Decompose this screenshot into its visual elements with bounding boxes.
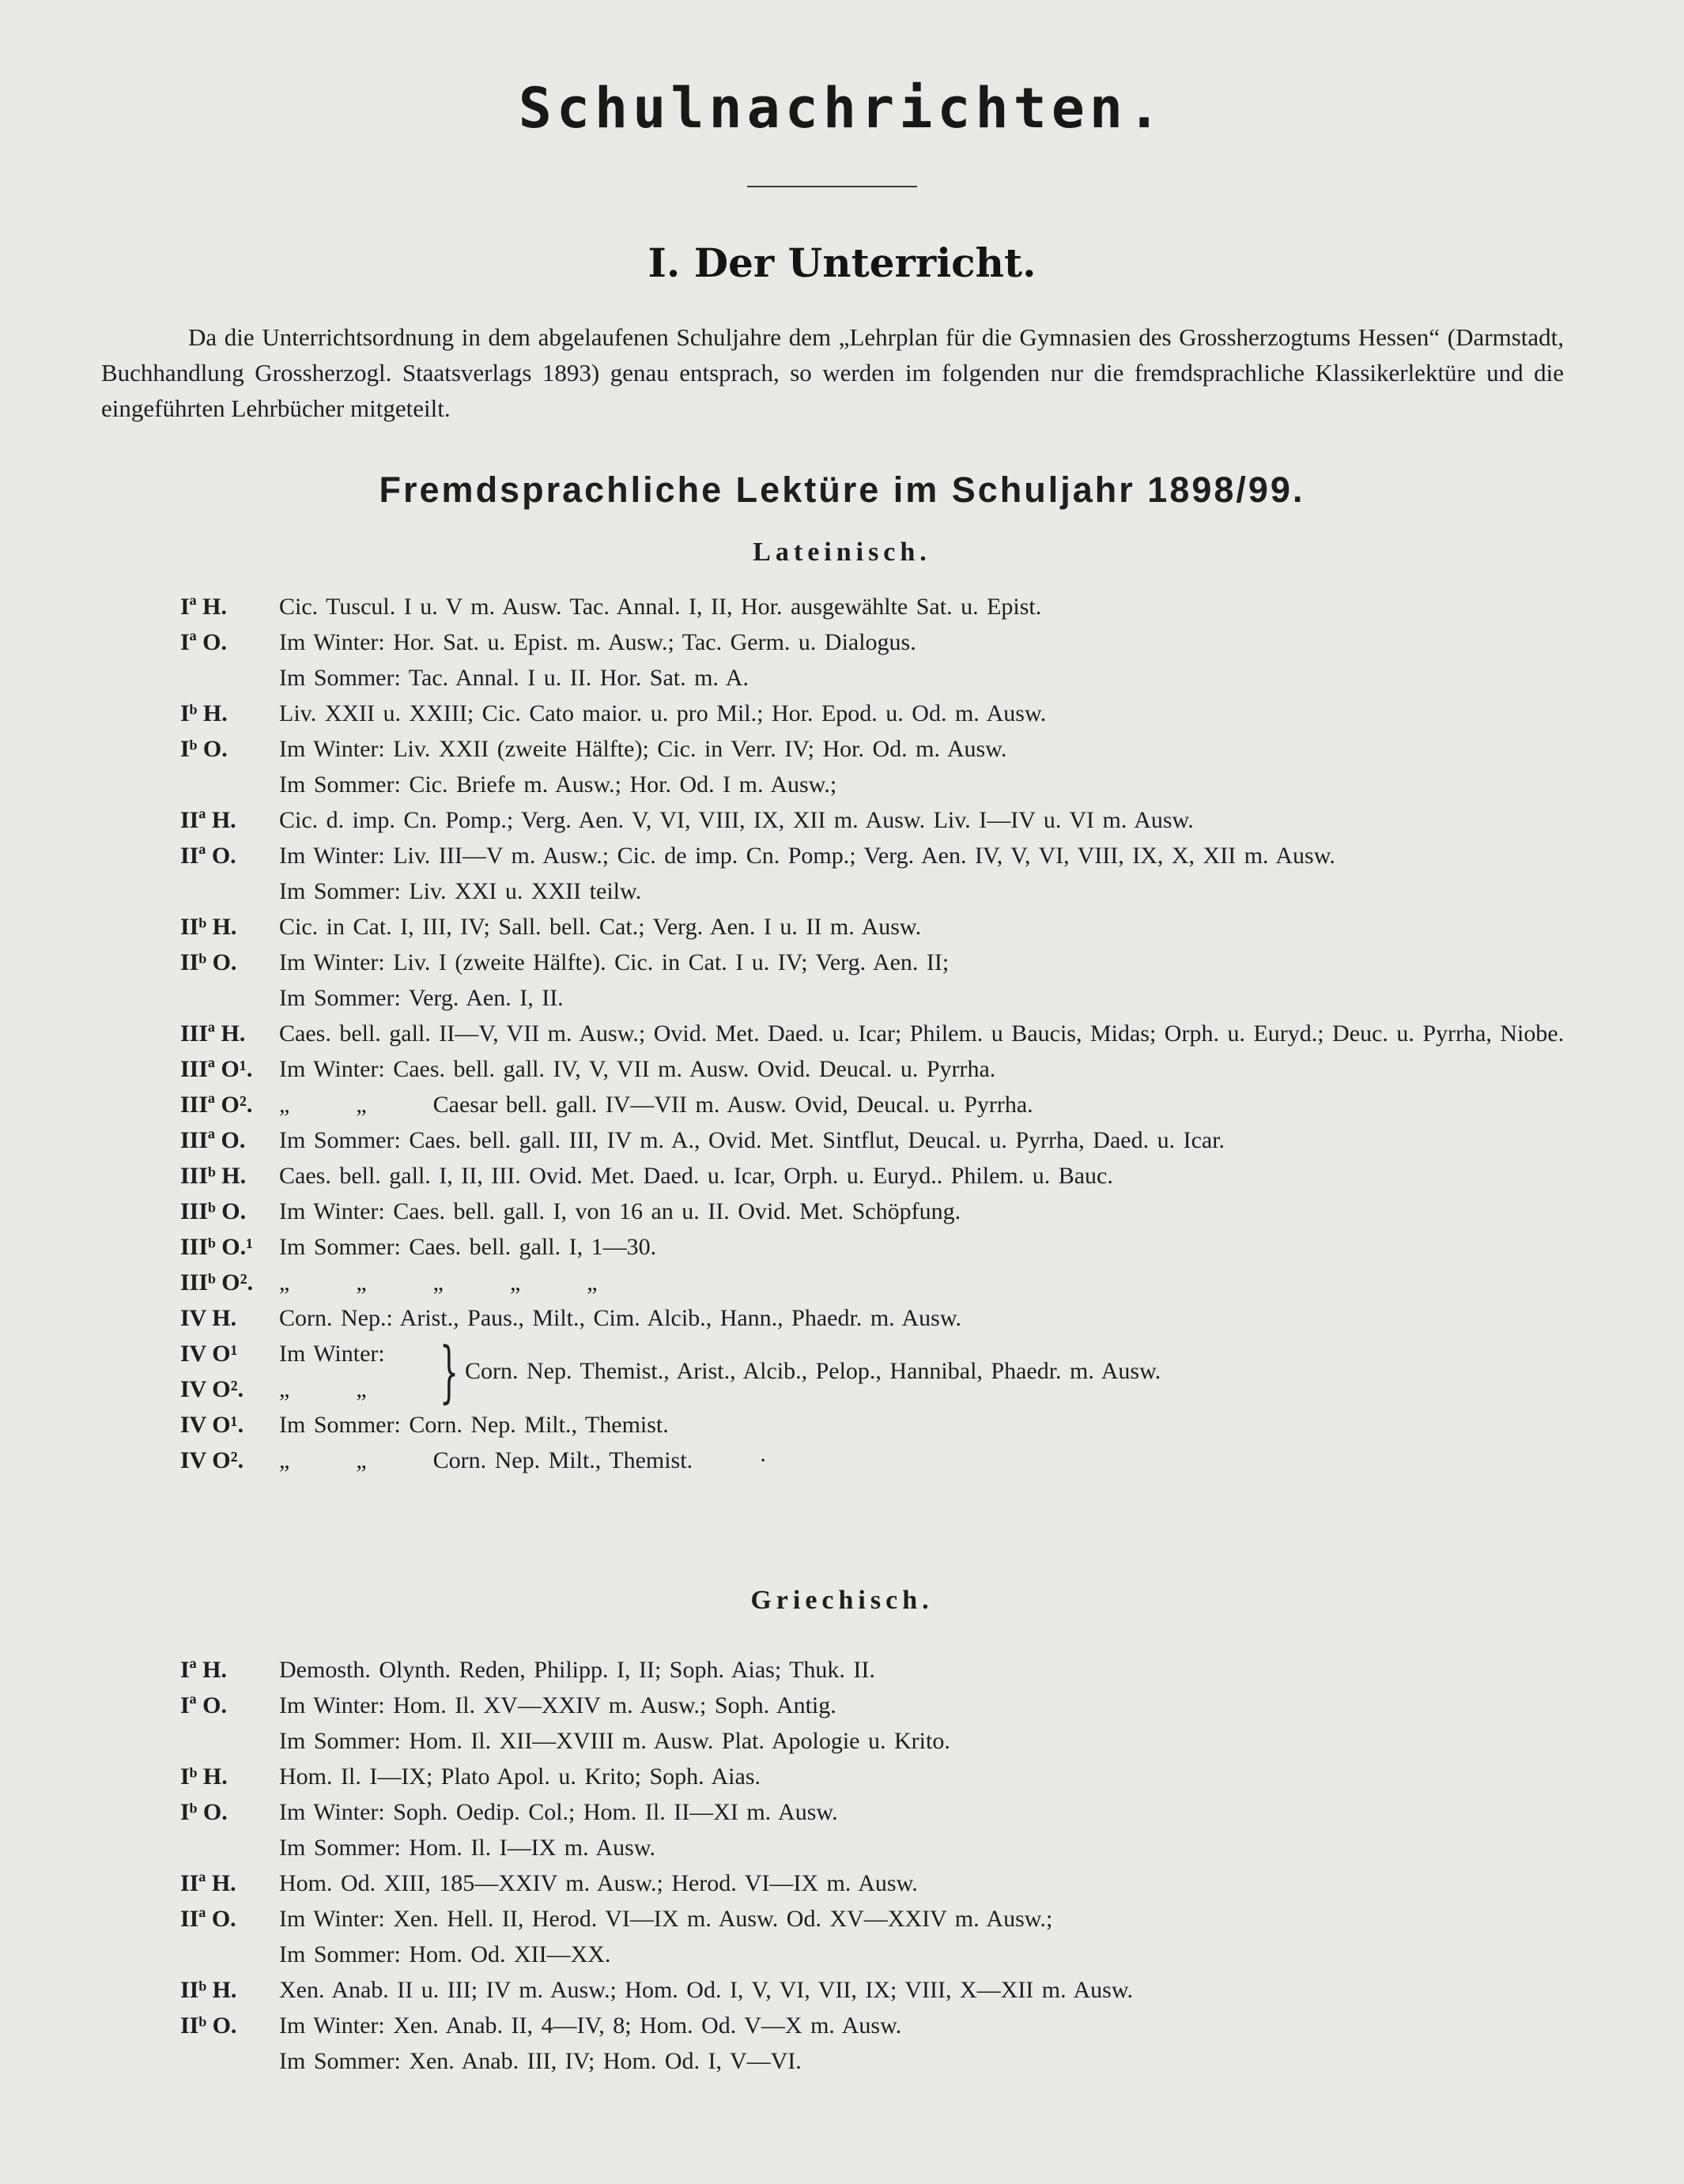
- reading-text: Im Sommer: Hom. Il. XII—XVIII m. Ausw. Plat. Apologie u. Krito.: [279, 1728, 950, 1754]
- list-item: [180, 731, 1572, 802]
- list-item: [180, 1122, 1572, 1158]
- reading-text: Im Winter: Liv. III—V m. Ausw.; Cic. de imp. Cn. Pomp.; Verg. Aen. IV, V, VI, VIII, IX, X, XII m. Ausw.: [279, 843, 1335, 869]
- reading-text: Liv. XXII u. XXIII; Cic. Cato maior. u. pro Mil.; Hor. Epod. u. Od. m. Ausw.: [279, 700, 1047, 726]
- reading-text: Im Sommer: Liv. XXI u. XXII teilw.: [279, 878, 642, 904]
- class-label: IIᵇ O.: [180, 2012, 237, 2039]
- class-label: IIᵇ H.: [180, 1977, 237, 2003]
- list-item: [180, 1407, 1572, 1443]
- class-label: IV O¹: [180, 1341, 238, 1367]
- list-item: [180, 945, 1572, 1016]
- greek-list: [180, 1652, 1572, 2079]
- reading-list-heading: Fremdsprachliche Lektüre im Schuljahr 1898/99.: [379, 470, 1305, 510]
- reading-text: Im Sommer: Caes. bell. gall. I, 1—30.: [279, 1234, 657, 1260]
- reading-text: Im Sommer: Hom. Il. I—IX m. Ausw.: [279, 1835, 656, 1861]
- latin-list: [180, 589, 1572, 1478]
- class-label: IIIª O².: [180, 1092, 253, 1118]
- list-item: [180, 838, 1572, 909]
- reading-text: Corn. Nep.: Arist., Paus., Milt., Cim. Alcib., Hann., Phaedr. m. Ausw.: [279, 1305, 962, 1331]
- class-label: IIIª O¹.: [180, 1056, 253, 1082]
- class-label: IIIª H.: [180, 1020, 246, 1047]
- list-item: [180, 1759, 1572, 1794]
- list-item: [180, 696, 1572, 731]
- reading-text: Im Winter: Hom. Il. XV—XXIV m. Ausw.; Soph. Antig.: [279, 1692, 836, 1718]
- class-label: IIIᵇ O.: [180, 1198, 247, 1224]
- reading-text: Im Sommer: Hom. Od. XII—XX.: [279, 1941, 611, 1967]
- list-item: [180, 1016, 1572, 1051]
- list-item: [180, 1194, 1572, 1229]
- reading-text: Im Sommer: Corn. Nep. Milt., Themist.: [279, 1412, 669, 1438]
- class-label: IIIᵇ O².: [180, 1269, 254, 1296]
- list-item: [180, 1972, 1572, 2008]
- reading-text: Im Sommer: Verg. Aen. I, II.: [279, 985, 564, 1011]
- reading-text: Im Winter: Liv. XXII (zweite Hälfte); Cic. in Verr. IV; Hor. Od. m. Ausw.: [279, 736, 1007, 762]
- class-label: IV O².: [180, 1447, 244, 1473]
- intro-paragraph: Da die Unterrichtsordnung in dem abgelaufenen Schuljahre dem „Lehrplan für die Gymnasien des Grossherzogtums Hessen“ (Darmstadt, Buchhandlung Grossherzogl. Staatsverlags 1893) genau entsprach, so werden im folgenden nur die fremdsprachliche Klassikerlektüre und die eingeführten Lehrbücher mitgeteilt.: [101, 323, 1564, 422]
- reading-text: „ „ „ „ „: [279, 1269, 598, 1296]
- reading-text: Im Winter: Soph. Oedip. Col.; Hom. Il. II—XI m. Ausw.: [279, 1799, 838, 1825]
- list-item: [180, 2008, 1572, 2079]
- reading-text: Xen. Anab. II u. III; IV m. Ausw.; Hom. Od. I, V, VI, VII, IX; VIII, X—XII m. Ausw.: [279, 1977, 1134, 2003]
- list-item: [180, 1229, 1572, 1265]
- reading-text: Im Winter: Caes. bell. gall. IV, V, VII m. Ausw. Ovid. Deucal. u. Pyrrha.: [279, 1056, 996, 1082]
- class-label: IIIᵇ O.¹: [180, 1234, 254, 1260]
- list-item: [180, 1051, 1572, 1087]
- list-item: [180, 1901, 1572, 1972]
- reading-text: Im Winter: Liv. I (zweite Hälfte). Cic. in Cat. I u. IV; Verg. Aen. II;: [279, 949, 950, 975]
- list-item: [180, 1443, 1572, 1478]
- reading-text: Caes. bell. gall. II—V, VII m. Ausw.; Ovid. Met. Daed. u. Icar; Philem. u Baucis, Midas; Orph. u. Euryd.; Deuc. u. Pyrrha, Niobe.: [279, 1020, 1565, 1047]
- reading-text: Im Sommer: Xen. Anab. III, IV; Hom. Od. I, V—VI.: [279, 2048, 802, 2074]
- reading-text: Hom. Il. I—IX; Plato Apol. u. Krito; Soph. Aias.: [279, 1763, 761, 1790]
- class-label: IIª O.: [180, 843, 236, 869]
- reading-text: Im Winter: Hor. Sat. u. Epist. m. Ausw.; Tac. Germ. u. Dialogus.: [279, 629, 916, 655]
- class-label: IIª H.: [180, 807, 236, 833]
- reading-text: Im Winter: Caes. bell. gall. I, von 16 an u. II. Ovid. Met. Schöpfung.: [279, 1198, 961, 1224]
- list-item: [180, 1794, 1572, 1865]
- class-label: IIᵇ H.: [180, 914, 237, 940]
- class-label: IIª O.: [180, 1906, 236, 1932]
- class-label: Iª H.: [180, 594, 228, 620]
- page-title: Schulnachrichten.: [518, 76, 1166, 141]
- reading-text: Im Winter:: [279, 1341, 385, 1367]
- class-label: Iª H.: [180, 1657, 228, 1683]
- list-item: [180, 802, 1572, 838]
- brace-icon: }: [440, 1333, 459, 1410]
- reading-text: Im Winter: Xen. Anab. II, 4—IV, 8; Hom. Od. V—X m. Ausw.: [279, 2012, 902, 2039]
- list-item: [180, 1158, 1572, 1194]
- class-label: IIIª O.: [180, 1127, 246, 1153]
- reading-text: „ „ Caesar bell. gall. IV—VII m. Ausw. Ovid, Deucal. u. Pyrrha.: [279, 1092, 1033, 1118]
- class-label: Iᵇ O.: [180, 736, 228, 762]
- reading-text: Cic. in Cat. I, III, IV; Sall. bell. Cat.; Verg. Aen. I u. II m. Ausw.: [279, 914, 922, 940]
- class-label: IV O¹.: [180, 1412, 244, 1438]
- latin-heading: Lateinisch.: [753, 538, 931, 567]
- bracket-group: [180, 1333, 1572, 1410]
- list-item: [180, 1265, 1572, 1300]
- class-label: IIᵇ O.: [180, 949, 237, 975]
- reading-text: Im Sommer: Tac. Annal. I u. II. Hor. Sat. m. A.: [279, 665, 749, 691]
- reading-text: Corn. Nep. Themist., Arist., Alcib., Pelop., Hannibal, Phaedr. m. Ausw.: [465, 1358, 1161, 1384]
- greek-heading: Griechisch.: [750, 1586, 934, 1615]
- title-divider: [747, 186, 917, 187]
- class-label: Iª O.: [180, 1692, 228, 1718]
- reading-text: Hom. Od. XIII, 185—XXIV m. Ausw.; Herod. VI—IX m. Ausw.: [279, 1870, 918, 1896]
- section-heading: I. Der Unterricht.: [648, 240, 1036, 286]
- reading-text: Im Winter: Xen. Hell. II, Herod. VI—IX m. Ausw. Od. XV—XXIV m. Ausw.;: [279, 1906, 1053, 1932]
- reading-text: Demosth. Olynth. Reden, Philipp. I, II; Soph. Aias; Thuk. II.: [279, 1657, 875, 1683]
- reading-text: „ „: [279, 1376, 367, 1402]
- list-item: [180, 624, 1572, 696]
- list-item: [180, 909, 1572, 945]
- list-item: [180, 1652, 1572, 1688]
- reading-text: Im Sommer: Caes. bell. gall. III, IV m. A., Ovid. Met. Sintflut, Deucal. u. Pyrrha, Daed. u. Icar.: [279, 1127, 1225, 1153]
- list-item: [180, 1300, 1572, 1336]
- class-label: Iᵇ H.: [180, 1763, 228, 1790]
- list-item: [180, 1688, 1572, 1759]
- class-label: IV O².: [180, 1376, 244, 1402]
- reading-text: Cic. Tuscul. I u. V m. Ausw. Tac. Annal. I, II, Hor. ausgewählte Sat. u. Epist.: [279, 594, 1042, 620]
- class-label: IV H.: [180, 1305, 237, 1331]
- class-label: Iª O.: [180, 629, 228, 655]
- class-label: IIª H.: [180, 1870, 236, 1896]
- class-label: IIIᵇ H.: [180, 1163, 247, 1189]
- list-item: [180, 1087, 1572, 1122]
- class-label: Iᵇ O.: [180, 1799, 228, 1825]
- reading-text: Cic. d. imp. Cn. Pomp.; Verg. Aen. V, VI, VIII, IX, XII m. Ausw. Liv. I—IV u. VI m. Ausw.: [279, 807, 1194, 833]
- reading-text: Im Sommer: Cic. Briefe m. Ausw.; Hor. Od. I m. Ausw.;: [279, 771, 837, 798]
- list-item: [180, 1865, 1572, 1901]
- class-label: Iᵇ H.: [180, 700, 228, 726]
- list-item: [180, 589, 1572, 624]
- reading-text: „ „ Corn. Nep. Milt., Themist. ·: [279, 1447, 768, 1473]
- reading-text: Caes. bell. gall. I, II, III. Ovid. Met. Daed. u. Icar, Orph. u. Euryd.. Philem. u. Bauc.: [279, 1163, 1113, 1189]
